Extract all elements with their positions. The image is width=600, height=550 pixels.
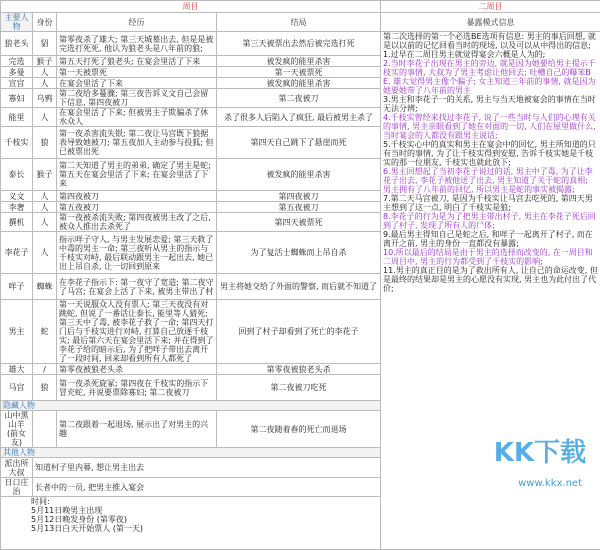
info-paragraph: 第二次选择的第一个必选BE选项有信息: 男主的事后回想, 就是以以前的记忆回看当时的现场, 以及可以从中得出的信息; <box>383 32 598 50</box>
character-name: 义文 <box>1 191 33 202</box>
character-identity: 蜘蛛 <box>33 274 57 300</box>
character-name: 千枝实 <box>1 127 33 159</box>
character-identity: 人 <box>33 108 57 127</box>
character-experience: 第一天说服众人没有票人; 第三天夜没有对跳蛇, 但说了一番话让泰长, 能里等人猜死; 第三天中了毒, 被李花子救了一命; 第四天打门后与千枝实进行对峙, 打算自己放逐千枝实; 最后第六天在宴会里活下来; 并在得到了李花子给的暗示后, 为了把咩子带出去离开了一段时间, 回来却看到所有人都死了 <box>57 300 217 364</box>
character-name: 狼老头 <box>1 32 33 56</box>
info-paragraph: 9.最后男主得知自己是蛇之后, 和咩子一起离开了村子, 而在离开之前, 男主的身份一直都没有暴露; <box>383 230 598 248</box>
info-paragraph: 3.男主和李花子一的关系, 男主与当天地被宴会的事情在当时无法分辨; <box>383 95 598 113</box>
hidden-character-experience: 第二夜跟着一起退场, 展示出了对男主的兴趣 <box>57 411 217 448</box>
character-identity: 人 <box>33 191 57 202</box>
character-name: 宣宫 <box>1 78 33 89</box>
hidden-character-identity <box>33 411 57 448</box>
timeline-title: 时间: <box>31 497 378 506</box>
info-paragraph: 11.男主的真正目的是为了救出所有人, 让自己的命运改变, 但是最终的结果却是男主的心愿没有实现, 男主也为此付出了代价; <box>383 266 598 293</box>
character-identity: 人 <box>33 78 57 89</box>
character-result: 第四夜被刀 <box>217 191 381 202</box>
week-header-row <box>1 1 600 13</box>
other-character-experience: 长者中的一员, 把男主推入宴会 <box>33 478 381 497</box>
info-paragraph: 6.男主回想起了当初李花子说过的话, 男主中了毒, 为了让李花子出去, 李花子被他送了出去, 男主知道了关于蛇的真相; 男主拥有了八年前的回忆, 所以男主是蛇的事实被揭露; <box>383 167 598 194</box>
character-identity: 人 <box>33 202 57 213</box>
week1-header: 周目 <box>1 1 381 13</box>
character-experience: 第一夜杀死旋冢; 第四夜在千枝实的指示下冒充蛇, 并说要票除寡妇; 第二夜被刀 <box>57 375 217 401</box>
character-experience: 第一夜被杀流失败; 第四夜被男主改了之后, 被众人推出去杀死了 <box>57 213 217 232</box>
col-identity: 身份 <box>33 13 57 32</box>
character-experience: 在宴会里活了下来 <box>57 78 217 89</box>
character-identity: 猴子 <box>33 56 57 67</box>
column-header-row <box>1 13 600 32</box>
info-paragraph: 1.过早在二周目男主就觉得宴会六概是人为的; <box>383 50 598 59</box>
character-name: 咩子 <box>1 274 33 300</box>
character-identity: 狼 <box>33 375 57 401</box>
character-result: 第一天被票死 <box>217 67 381 78</box>
character-name: 完选 <box>1 56 33 67</box>
character-name: 能里 <box>1 108 33 127</box>
character-experience: 第五夜被刀 <box>57 202 217 213</box>
character-name: 寡妇 <box>1 89 33 108</box>
other-character-name: 派出所大叔 <box>1 458 33 478</box>
character-identity: 猴子 <box>33 159 57 191</box>
col-result: 结局 <box>217 13 381 32</box>
section-main-characters: 主要人物 <box>1 13 33 32</box>
character-result: 第三天被票出去然后被完选打死 <box>217 32 381 56</box>
character-name: 马宫 <box>1 375 33 401</box>
character-identity: / <box>33 364 57 375</box>
character-name: 雄大 <box>1 364 33 375</box>
character-experience: 第一天被票死 <box>57 67 217 78</box>
character-result: 第四天自己跳下了悬崖而死 <box>217 127 381 159</box>
character-result: 第零夜被狼老头杀 <box>217 364 381 375</box>
character-experience: 第二夜给多蔓骤; 第三夜告诉义文自己会留下信息, 第四夜被刀 <box>57 89 217 108</box>
character-result: 回到了村子却看到了死亡的李花子 <box>217 300 381 364</box>
character-result: 第二夜被刀吃死 <box>217 375 381 401</box>
watermark-url: www.kkx.net <box>518 478 582 489</box>
week2-header: 二周目 <box>381 1 600 13</box>
character-result: 男主将她交给了外面的警察, 而后就不知道了 <box>217 274 381 300</box>
character-experience: 第零夜杀了雄大; 第三天城墓出去, 但是是被完选打死死, 他认为狼老头是八年前的狼; <box>57 32 217 56</box>
character-experience: 第五天打死了狼老头; 在宴会里活了下来 <box>57 56 217 67</box>
character-name: 多曼 <box>1 67 33 78</box>
info-paragraph: 5.千枝实心中的真实和男主在宴会中的回忆, 男主所知道的只有当时的事情, 为了让千枝实得到安慰, 告诉千枝实她是千枝实的那一位朋友, 千枝实也就此放下; <box>383 140 598 167</box>
col-experience: 经历 <box>57 13 217 32</box>
character-result: 被发疯的能里杀害 <box>217 78 381 89</box>
timeline-item: 5月11日晚男主出现 <box>31 506 378 515</box>
hidden-character-result: 第二夜随着春的死亡而退场 <box>217 411 381 448</box>
character-identity: 狼 <box>33 127 57 159</box>
character-result: 杀了很多人后陷入了疯狂, 最后被男主杀了 <box>217 108 381 127</box>
timeline-item: 5月12日晚发身份 (第零夜) <box>31 515 378 524</box>
character-identity: 人 <box>33 67 57 78</box>
character-result: 被发疯的能里杀害 <box>217 56 381 67</box>
character-experience: 在宴会里活了下来; 但被男主子欺骗杀了休水众人 <box>57 108 217 127</box>
character-experience: 第二天知道了男主的弟弟, 确定了男主是蛇; 第五天在宴会里活了下来; 在宴会里活了下来 <box>57 159 217 191</box>
character-name: 李奢 <box>1 202 33 213</box>
character-identity: 人 <box>33 213 57 232</box>
character-experience: 指示咩子守人, 与男主发展恋爱; 第三天救了中毒的男主一命; 第三夜听从男主的指示与千枝实对峙, 最后联动跟男主一起出去, 她已出上吊自杀, 让一切回到原来 <box>57 232 217 274</box>
other-character-name: 日口庄治 <box>1 478 33 497</box>
character-name: 李花子 <box>1 232 33 274</box>
section-hidden-characters: 隐藏人物 <box>1 401 381 411</box>
section-other-characters: 其他人物 <box>1 448 381 458</box>
info-paragraph: 10.所以最后的结局是由于男主的选择而改变的, 在一周目和二周目中, 男主的行为都受到了千枝实的影响; <box>383 248 598 266</box>
character-result: 第四天被票死 <box>217 213 381 232</box>
other-character-experience: 知道村子里内幕, 想让男主出去 <box>33 458 381 478</box>
character-experience: 第四夜被刀 <box>57 191 217 202</box>
character-experience: 第零夜被狼老头杀 <box>57 364 217 375</box>
watermark-logo: KK下载 <box>494 432 586 469</box>
character-result: 被发疯的能里杀害 <box>217 159 381 191</box>
character-row <box>1 32 600 56</box>
timeline-item: 5月13日白天开始票人 (第一天) <box>31 524 378 533</box>
character-result: 第二夜被刀 <box>217 89 381 108</box>
hidden-character-name: 山中黑山羊(前女友) <box>1 411 33 448</box>
info-paragraph: 4.千枝实曾经来找过李花子, 说了一些当时与人们的心理有关的事情, 男主亲眼看到了她在对面的一切, 人们在屋里做什么, 当时宴会的人都没有跟男主说话; <box>383 113 598 140</box>
character-result: 为了复活士蜘蛛而上吊自杀 <box>217 232 381 274</box>
timeline-cell <box>1 497 381 550</box>
info-paragraph: 8.李花子的行为是为了把男主带出村子, 男主在李花子死后回到了村子, 发现了所有人的尸体; <box>383 212 598 230</box>
character-name: 泰长 <box>1 159 33 191</box>
character-identity: 貂 <box>33 32 57 56</box>
character-name: 男主 <box>1 300 33 364</box>
character-experience: 在李花子指示下: 第一夜守了宽造; 第二夜守了马宫; 在宴会上活了下来, 被男主带出了村 <box>57 274 217 300</box>
character-identity: 蛇 <box>33 300 57 364</box>
character-identity: 乌鸦 <box>33 89 57 108</box>
character-name: 撰机 <box>1 213 33 232</box>
character-identity: 人 <box>33 232 57 274</box>
character-experience: 第一夜杀害流失银; 第二夜让马宫既下狼据表导致她被刀; 第五夜加人主动参与投狐; 但已被票出死 <box>57 127 217 159</box>
exposure-info-cell <box>381 32 600 550</box>
character-result: 第五夜被刀 <box>217 202 381 213</box>
col-exposure-info: 暴露模式信息 <box>381 13 600 32</box>
info-paragraph: 7.第二天马宫被刀, 是因为千枝实让马宫去吃死的, 第四天男主想到了这一点, 明白了千枝实是狼; <box>383 194 598 212</box>
info-paragraph: 2.当时李花子出现在男主的旁边, 就是因为她要给男主提示千枝实的事情, 大叔为了男主考虑让他回去; 吐槽自己的曝笨BE, 雄大觉得男主像个骗子; 女主知道三年前的事情, 就是因为她要她带了八年前的男主 <box>383 59 598 95</box>
